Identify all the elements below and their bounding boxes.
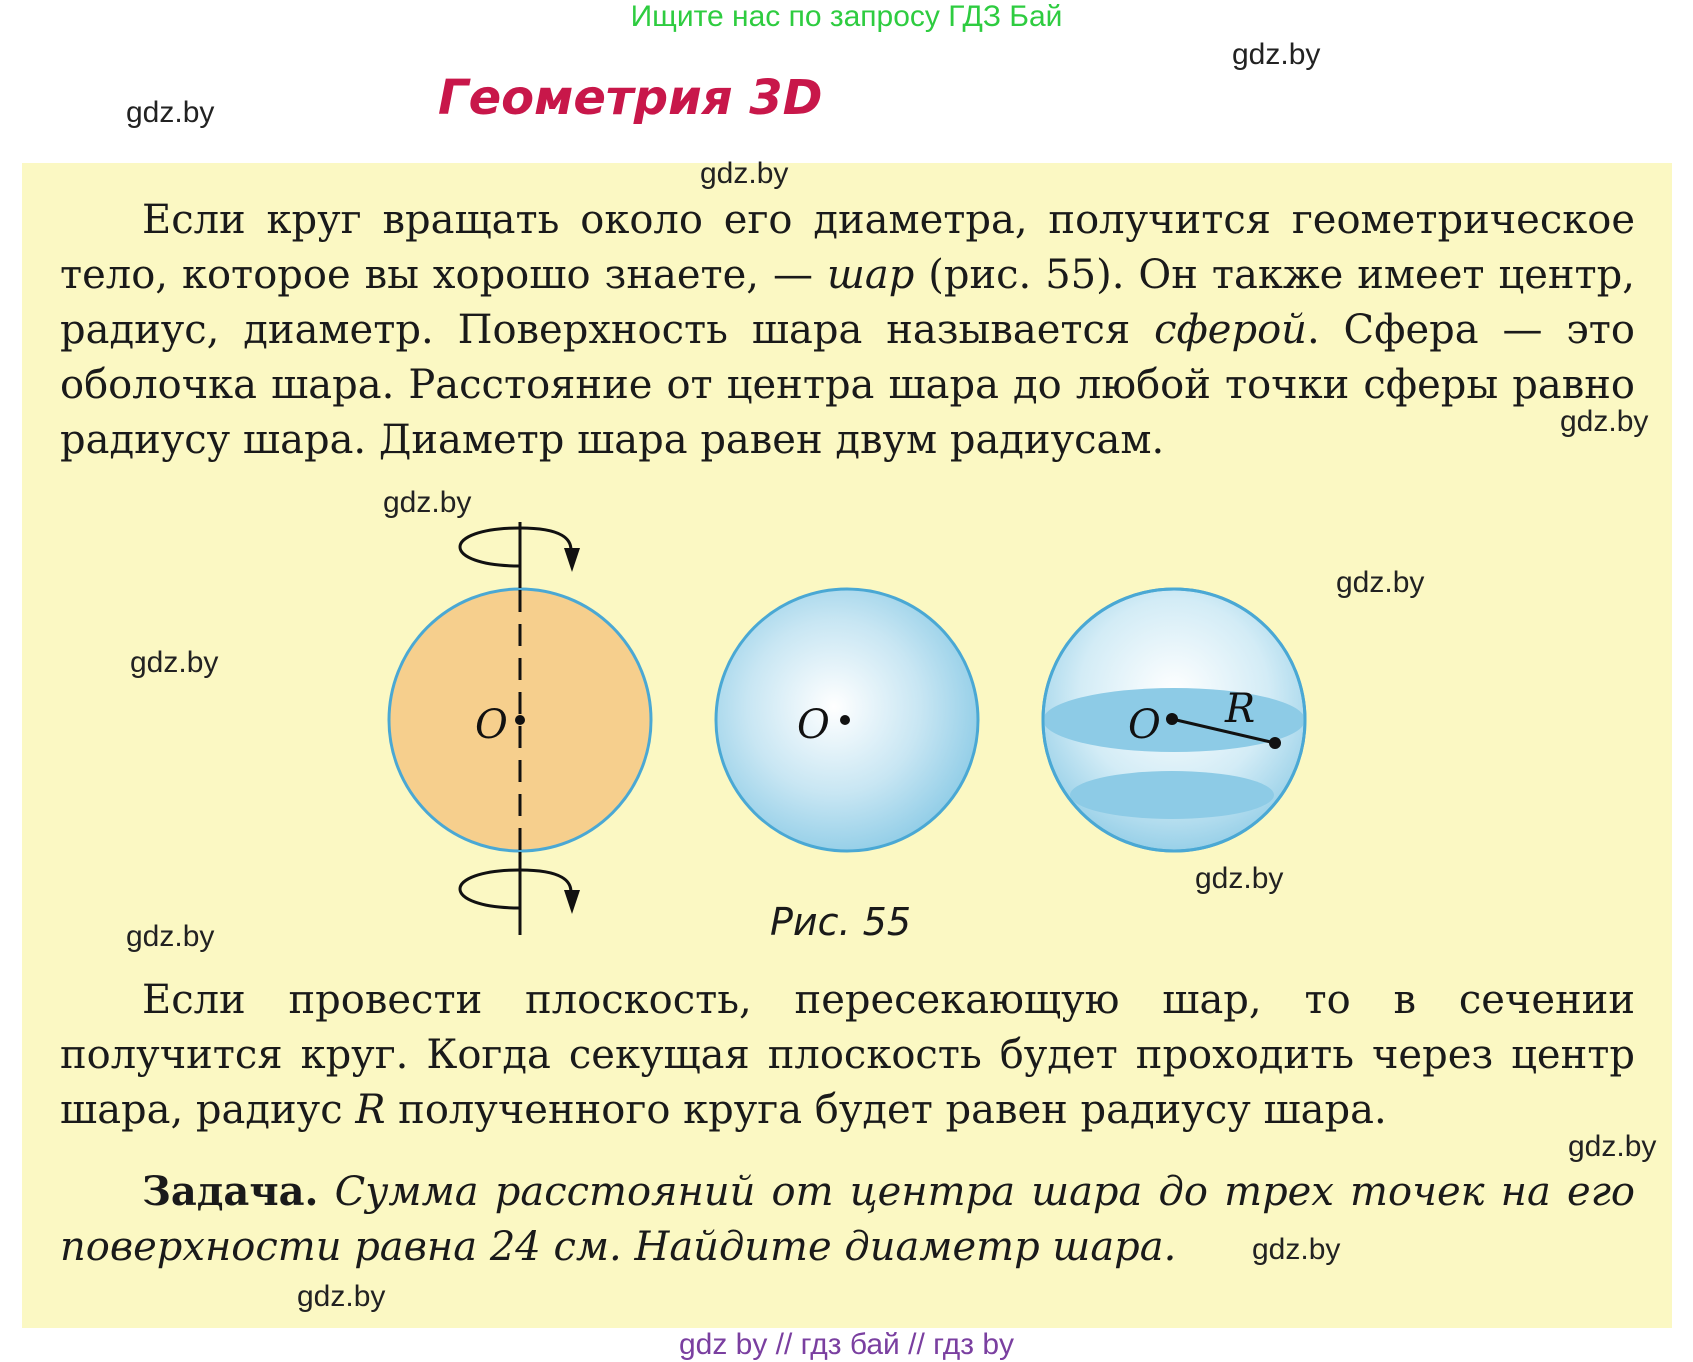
paragraph-text: полученного круга будет равен радиусу шара. xyxy=(385,1087,1387,1133)
arrowhead-icon xyxy=(564,548,580,572)
rotation-arrow-icon xyxy=(460,870,571,908)
task-paragraph xyxy=(60,1164,1635,1275)
watermark: gdz.by xyxy=(1195,862,1284,895)
watermark: gdz.by xyxy=(1560,405,1649,438)
paragraph-cross-section xyxy=(60,973,1635,1138)
paragraph-text: Если провести плоскость, пересекающую шар, то в сечении получится круг. Когда секущая плоскость будет проходить через центр шара, радиус xyxy=(60,977,1635,1133)
paragraph-text: . Сфера — это оболочка шара. Расстояние от центра шара до любой точки сферы равно радиусу шара. Диаметр шара равен двум радиусам. xyxy=(60,307,1635,463)
small-circle-section xyxy=(1070,771,1274,819)
footer-links: gdz by // гдз бай // гдз by xyxy=(678,1328,1015,1361)
sphere-section-figure xyxy=(1043,589,1305,851)
task-text: Сумма расстояний от центра шара до трех точек на его поверхности равна 24 см. Найдите диаметр шара. xyxy=(60,1169,1635,1270)
term-shar: шар xyxy=(826,252,915,298)
surface-point xyxy=(1269,737,1281,749)
watermark: gdz.by xyxy=(1336,566,1425,599)
center-point xyxy=(840,715,850,725)
paragraph-text: (рис. 55). Он также имеет центр, радиус, диаметр. Поверхность шара называется xyxy=(60,252,1635,353)
paragraph-text: Если круг вращать около его диаметра, получится геометрическое тело, которое вы хорошо знаете, — xyxy=(60,197,1635,298)
center-point xyxy=(515,715,525,725)
search-banner: Ищите нас по запросу ГДЗ Бай xyxy=(630,0,1063,33)
task-label: Задача. xyxy=(142,1168,319,1215)
watermark: gdz.by xyxy=(383,486,472,519)
center-point xyxy=(1166,713,1178,725)
watermark: gdz.by xyxy=(126,920,215,953)
radius-label: R xyxy=(1225,686,1256,732)
watermark: gdz.by xyxy=(1568,1130,1657,1163)
watermark: gdz.by xyxy=(130,646,219,679)
center-label: O xyxy=(475,702,508,748)
watermark: gdz.by xyxy=(1252,1233,1341,1266)
arrowhead-icon xyxy=(564,890,580,914)
watermark: gdz.by xyxy=(126,96,215,129)
watermark: gdz.by xyxy=(700,157,789,190)
radius-symbol: R xyxy=(355,1087,386,1133)
term-sfera: сферой xyxy=(1154,307,1307,353)
sphere-figure xyxy=(716,589,978,851)
figure-caption: Рис. 55 xyxy=(770,900,912,944)
disk-figure xyxy=(389,522,651,935)
center-label: O xyxy=(797,702,830,748)
watermark: gdz.by xyxy=(297,1280,386,1313)
rotation-arrow-icon xyxy=(460,528,571,566)
page-title: Геометрия 3D xyxy=(438,70,823,126)
center-label: O xyxy=(1128,702,1161,748)
watermark: gdz.by xyxy=(1232,38,1321,71)
